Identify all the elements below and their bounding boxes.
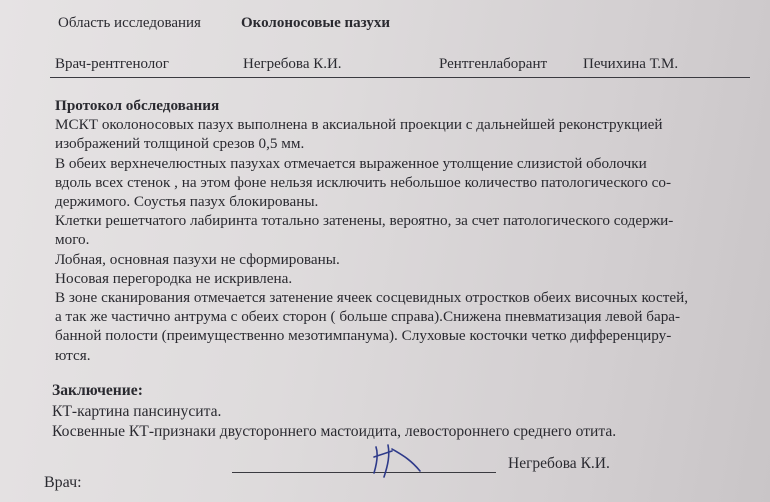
lab-name: Печихина Т.М. <box>583 56 679 72</box>
protocol-line: Носовая перегородка не искривлена. <box>55 269 293 287</box>
protocol-line: мого. <box>55 231 90 249</box>
protocol-line: Лобная, основная пазухи не сформированы. <box>55 250 340 268</box>
protocol-line: ются. <box>55 346 91 364</box>
signature-name: Негребова К.И. <box>508 455 610 472</box>
signature-stroke <box>374 445 420 477</box>
protocol-section <box>55 96 745 365</box>
protocol-line: вдоль всех стенок , на этом фоне нельзя исключить небольшое количество патологического со- <box>55 173 672 191</box>
signature-label: Врач: <box>44 474 82 491</box>
protocol-line: В обеих верхнечелюстных пазухах отмечается выраженное утолщение слизистой оболочки <box>55 154 647 172</box>
lab-label: Рентгенлаборант <box>439 56 548 72</box>
protocol-line: банной полости (преимущественно мезотимпанума). Слуховые косточки четко дифференциру- <box>55 327 672 345</box>
protocol-line: Клетки решетчатого лабиринта тотально затенены, вероятно, за счет патологического содержи- <box>55 212 674 230</box>
protocol-line: МСКТ околоносовых пазух выполнена в аксиальной проекции с дальнейшей реконструкцией <box>55 116 663 134</box>
protocol-title: Протокол обследования <box>55 97 220 114</box>
area-value: Околоносовые пазухи <box>241 15 390 31</box>
conclusion-section <box>52 381 616 443</box>
conclusion-line: Косвенные КТ-признаки двустороннего мастоидита, левостороннего среднего отита. <box>52 423 617 440</box>
handwritten-signature <box>362 441 442 481</box>
protocol-line: держимого. Соустья пазух блокированы. <box>55 193 319 211</box>
area-label: Область исследования <box>58 15 201 31</box>
protocol-line: изображений толщиной срезов 0,5 мм. <box>55 135 305 153</box>
protocol-line: В зоне сканирования отмечается затенение ячеек сосцевидных отростков обеих височных костей, <box>55 289 689 307</box>
header-underline <box>50 77 750 78</box>
protocol-line: а так же частично антрума с обеих сторон ( больше справа).Снижена пневматизация левой бара- <box>55 308 681 326</box>
conclusion-title: Заключение: <box>52 382 143 399</box>
conclusion-line: КТ-картина пансинусита. <box>52 402 222 420</box>
doctor-label: Врач-рентгенолог <box>55 56 169 72</box>
doctor-name: Негребова К.И. <box>243 56 342 72</box>
